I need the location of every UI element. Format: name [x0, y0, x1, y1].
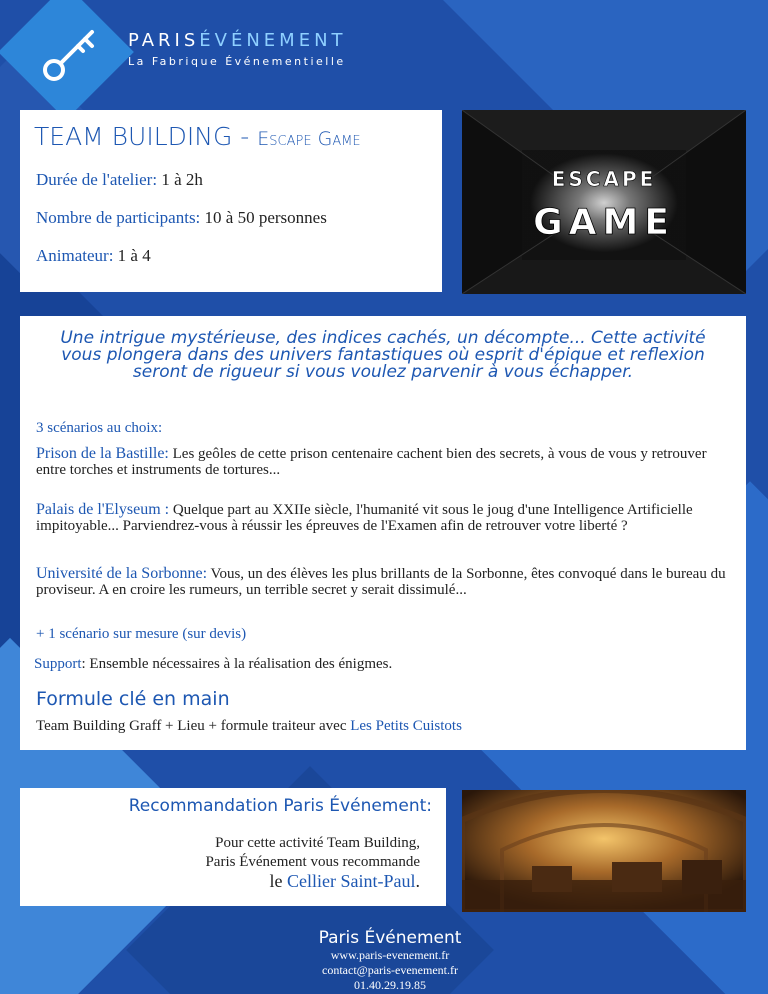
recommendation-prefix: le — [269, 871, 288, 891]
scenario-item — [36, 502, 728, 534]
recommendation-line: Paris Événement vous recommande — [205, 854, 420, 870]
host-value: 1 à 4 — [113, 246, 151, 265]
activity-title — [34, 122, 361, 151]
scenario-item — [36, 446, 728, 478]
intro-text: Une intrigue mystérieuse, des indices cachés, un décompte... Cette activité vous plongera dans des univers fantastiques où esprit d'épique et reflexion seront de rigueur si vous voulez parvenir à vous échapper. — [60, 328, 706, 382]
key-icon — [30, 14, 110, 94]
duration-info — [36, 170, 203, 190]
phone-number[interactable]: 01.40.29.19.85 — [354, 978, 426, 992]
venue-link[interactable]: Cellier Saint-Paul — [287, 871, 416, 891]
recommendation-line: Pour cette activité Team Building, — [215, 835, 420, 851]
footer — [280, 928, 500, 993]
host-info — [36, 246, 151, 266]
cellier-photo — [462, 790, 746, 912]
recommendation-place-line — [205, 872, 420, 891]
duration-value: 1 à 2h — [157, 170, 203, 189]
website-link[interactable]: www.paris-evenement.fr — [330, 948, 450, 962]
support-label: Support — [34, 656, 82, 672]
recommendation-suffix: . — [415, 871, 420, 891]
participants-value: 10 à 50 personnes — [200, 208, 327, 227]
recommendation-text — [205, 834, 420, 891]
activity-title-main: TEAM BUILDING - — [34, 122, 258, 151]
scenario-item — [36, 566, 728, 598]
scenario-text: Les geôles de cette prison centenaire cachent bien des secrets, à vous de vous y retrouver entre torches et instruments de tortures... — [36, 446, 707, 478]
recommendation-title: Recommandation Paris Événement: — [128, 796, 432, 816]
scenario-label: Université de la Sorbonne: — [36, 565, 208, 582]
scenario-text: Quelque part au XXIIe siècle, l'humanité vit sous le joug d'une Intelligence Artificielle impitoyable... Parviendrez-vous à réussir les épreuves de l'Examen afin de retrouver votre liberté ? — [36, 502, 693, 534]
description-card — [20, 316, 746, 750]
activity-title-sub: Escape Game — [257, 128, 361, 150]
footer-company-name: Paris Événement — [318, 928, 462, 948]
participants-label: Nombre de participants: — [36, 208, 201, 227]
brand-name — [128, 30, 347, 51]
cellier-illustration — [462, 790, 746, 912]
corridor-illustration — [462, 110, 746, 294]
custom-scenario: + 1 scénario sur mesure (sur devis) — [36, 626, 247, 642]
scenarios-heading: 3 scénarios au choix: — [36, 420, 163, 436]
scenario-label: Prison de la Bastille: — [36, 445, 169, 462]
escape-word: ESCAPE — [551, 167, 657, 191]
brand-name-main: PARIS — [128, 30, 200, 51]
support-text: : Ensemble nécessaires à la réalisation des énigmes. — [81, 656, 393, 672]
brand-tagline: La Fabrique Événementielle — [128, 55, 346, 68]
formule-text: Team Building Graff + Lieu + formule traiteur avec — [36, 718, 351, 734]
brand — [128, 30, 347, 68]
scenario-label: Palais de l'Elyseum : — [36, 501, 170, 518]
recommendation-card — [20, 788, 446, 906]
brand-name-accent: ÉVÉNEMENT — [199, 30, 347, 51]
participants-info — [36, 208, 327, 228]
game-word: GAME — [533, 202, 675, 243]
scenario-text: Vous, un des élèves les plus brillants de la Sorbonne, êtes convoqué dans le bureau du proviseur. A en croire les rumeurs, un terrible secret y serait dissimulé... — [36, 566, 726, 598]
escape-game-image — [462, 110, 746, 294]
host-label: Animateur: — [36, 246, 114, 265]
email-link[interactable]: contact@paris-evenement.fr — [322, 963, 458, 977]
formule-line — [36, 718, 728, 734]
duration-label: Durée de l'atelier: — [36, 170, 158, 189]
formule-title: Formule clé en main — [36, 688, 230, 710]
caterer-link[interactable]: Les Petits Cuistots — [350, 718, 462, 734]
activity-card — [20, 110, 442, 292]
support-line — [34, 656, 726, 672]
